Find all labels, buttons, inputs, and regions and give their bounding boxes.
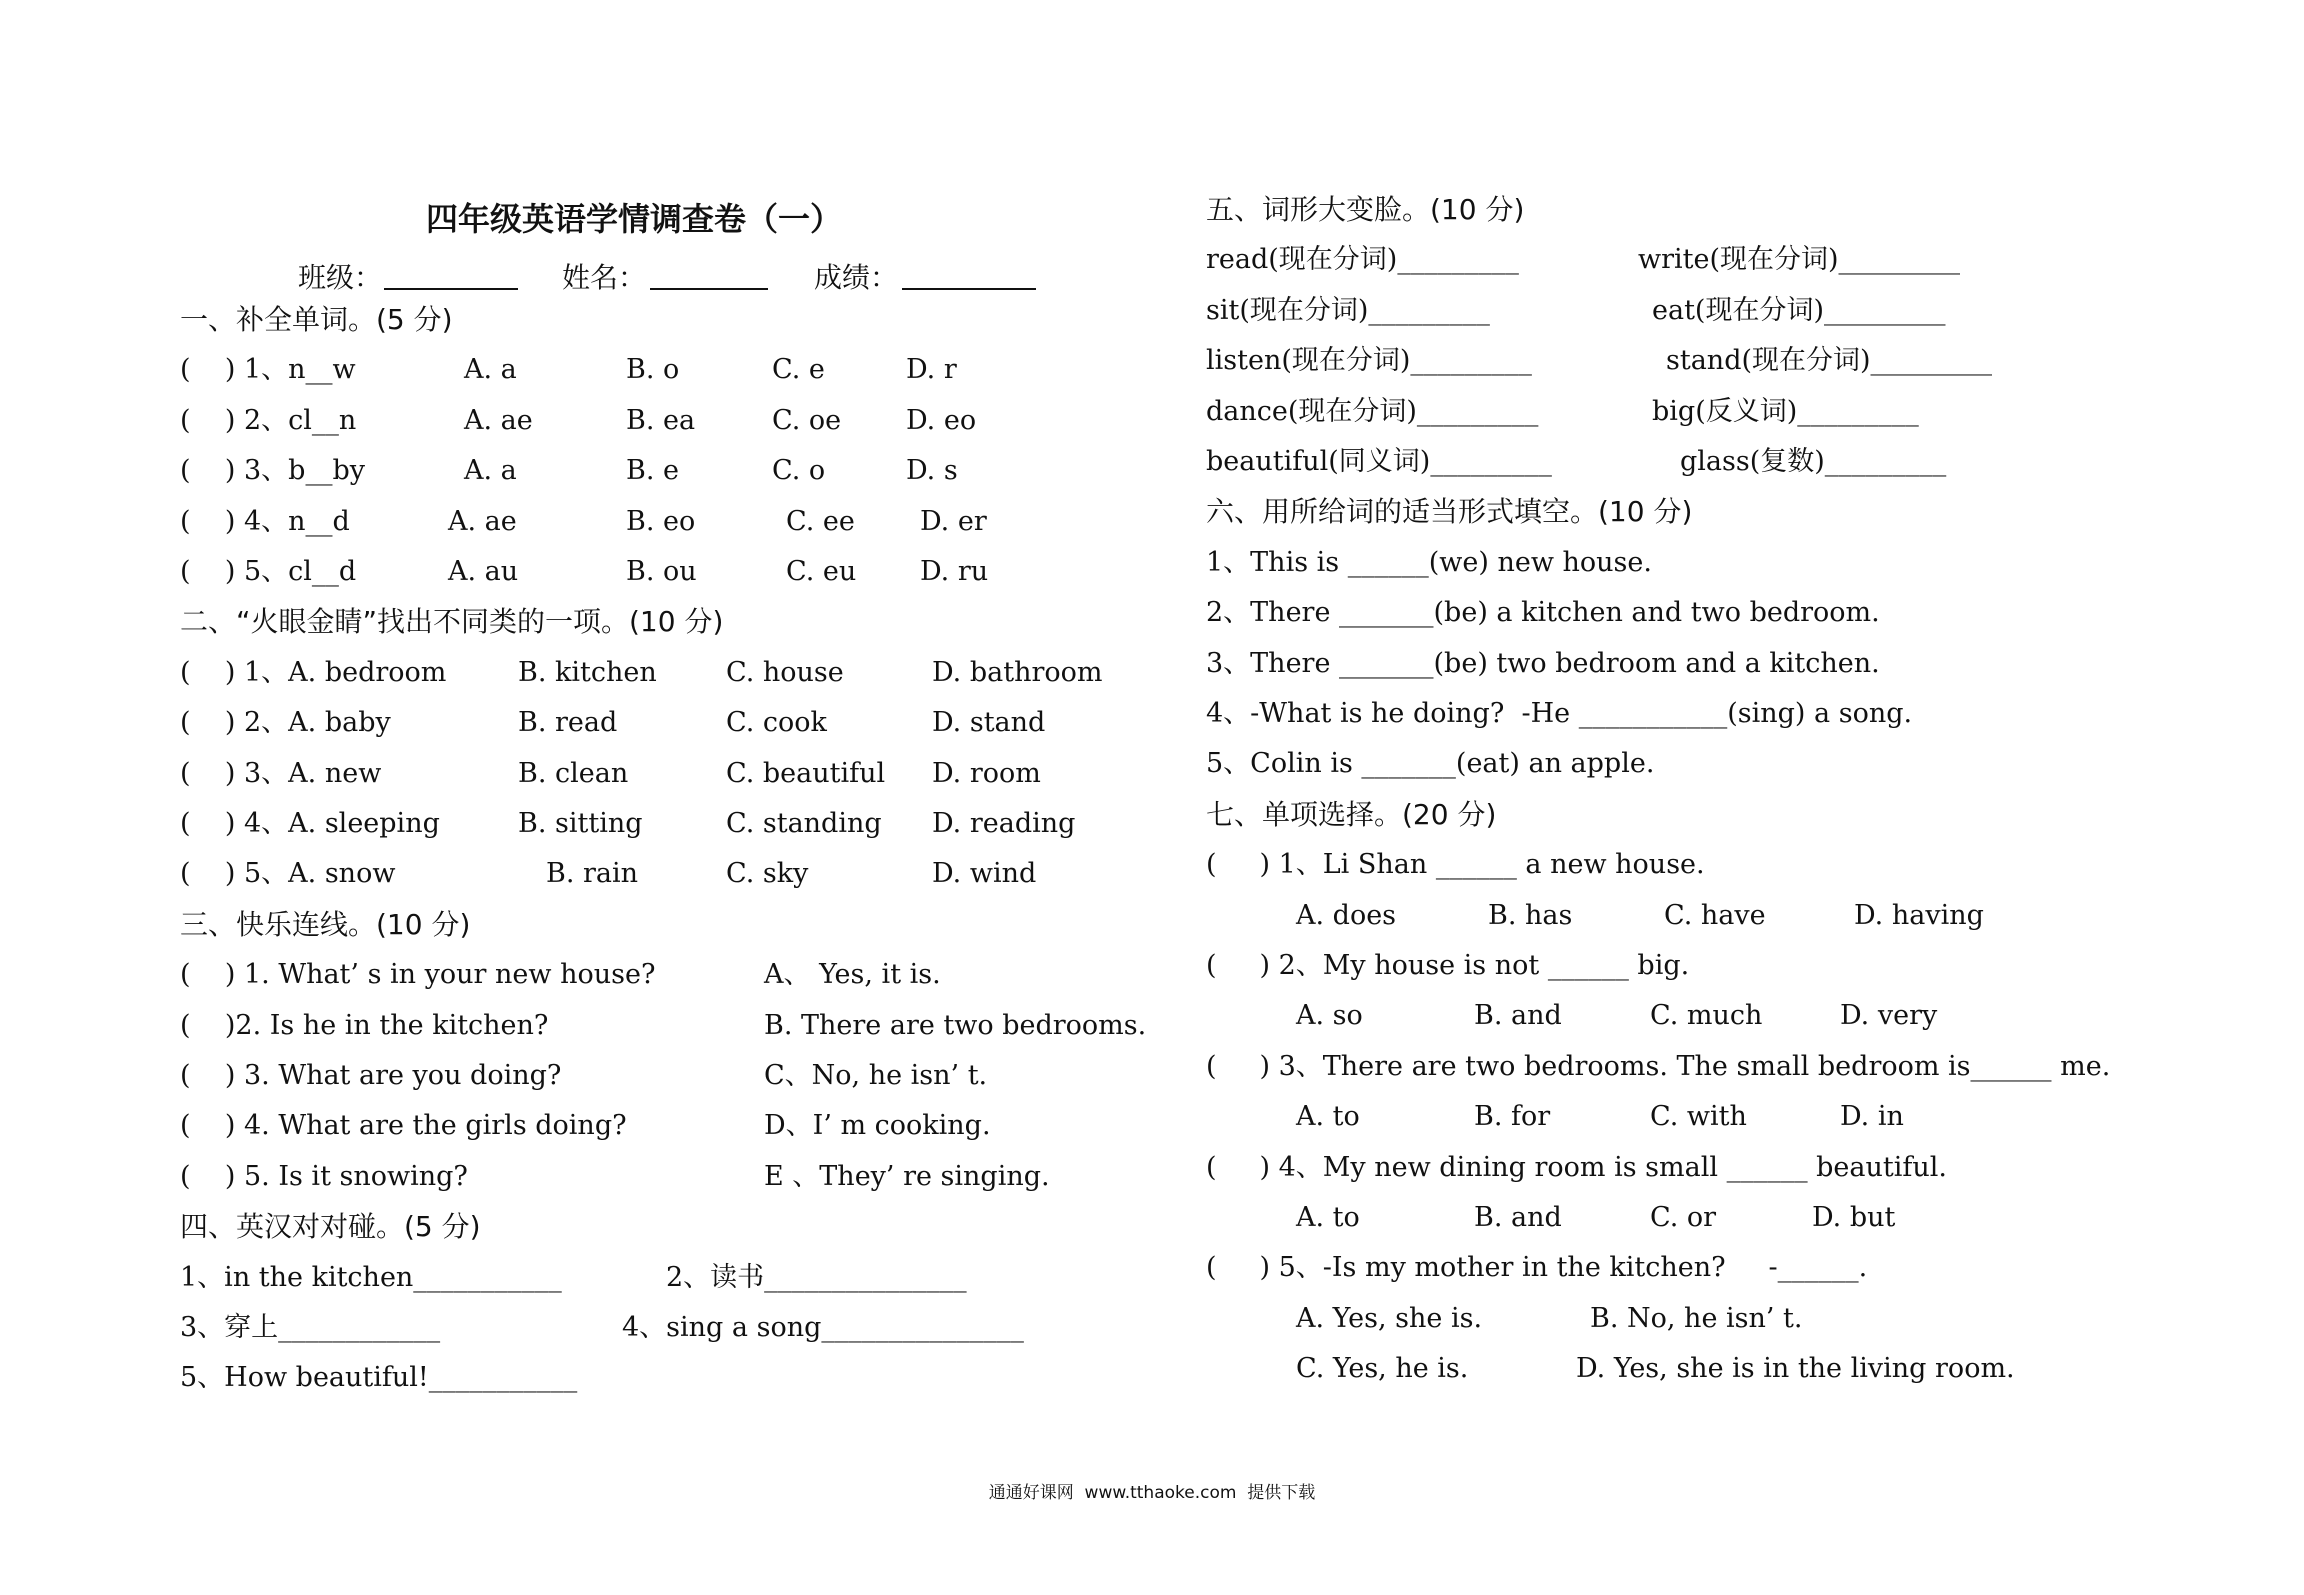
question-text: listen(现在分词)_________: [1206, 345, 1532, 377]
option-text: B. read: [518, 707, 618, 739]
section-heading: 三、快乐连线。(10 分): [180, 907, 471, 941]
option-text: eat(现在分词)_________: [1652, 294, 1946, 326]
question-text: ( ) 5、A. snow: [180, 858, 396, 890]
question-text: A. to: [1296, 1202, 1360, 1233]
option-text: A. a: [464, 354, 517, 386]
option-text: D. wind: [932, 858, 1037, 890]
option-text: B. ou: [626, 556, 697, 587]
option-text: A. ae: [448, 505, 517, 537]
question-text: ( ) 5、cl__d: [180, 556, 357, 587]
question-text: 5、Colin is _______(eat) an apple.: [1206, 748, 1655, 780]
option-text: A. au: [448, 556, 519, 587]
question-text: ( )2. Is he in the kitchen?: [180, 1009, 549, 1041]
option-text: stand(现在分词)_________: [1666, 345, 1993, 377]
name-label: 姓名：: [562, 261, 647, 294]
option-text: C. house: [726, 656, 844, 688]
option-text: A. ae: [464, 404, 533, 436]
option-text: C. ee: [786, 505, 855, 537]
question-text: sit(现在分词)_________: [1206, 294, 1490, 326]
question-text: ( ) 1、A. bedroom: [180, 656, 447, 688]
question-text: ( ) 5、-Is my mother in the kitchen? -______.: [1206, 1252, 1868, 1284]
option-text: B. and: [1474, 1202, 1562, 1233]
question-text: ( ) 4. What are the girls doing?: [180, 1110, 627, 1142]
question-text: beautiful(同义词)_________: [1206, 446, 1552, 477]
option-text: C. with: [1650, 1101, 1747, 1133]
option-text: C. standing: [726, 808, 882, 839]
option-text: D. r: [906, 354, 957, 386]
question-text: 5、How beautiful!___________: [180, 1362, 578, 1394]
option-text: write(现在分词)_________: [1638, 244, 1961, 276]
section-heading: 五、词形大变脸。(10 分): [1206, 193, 1525, 226]
option-text: E 、They’ re singing.: [764, 1160, 1050, 1192]
option-text: D. bathroom: [932, 656, 1103, 688]
question-text: A. so: [1296, 1000, 1363, 1032]
question-text: 1、This is ______(we) new house.: [1206, 546, 1652, 578]
question-text: ( ) 5. Is it snowing?: [180, 1160, 468, 1192]
question-text: ( ) 1、n__w: [180, 354, 356, 386]
option-text: C. or: [1650, 1202, 1717, 1233]
question-text: ( ) 3、There are two bedrooms. The small bedroom is______ me.: [1206, 1050, 2111, 1082]
question-text: dance(现在分词)_________: [1206, 395, 1539, 427]
option-text: D. s: [906, 455, 958, 487]
question-text: 2、There _______(be) a kitchen and two bedroom.: [1206, 597, 1880, 629]
option-text: B. e: [626, 455, 679, 487]
option-text: C. e: [772, 354, 825, 386]
score-label: 成绩：: [814, 261, 899, 294]
option-text: C. eu: [786, 556, 857, 587]
option-text: B. and: [1474, 1000, 1562, 1032]
option-text: C. oe: [772, 404, 842, 436]
option-text: C. cook: [726, 707, 827, 739]
question-text: 3、There _______(be) two bedroom and a kitchen.: [1206, 647, 1880, 679]
question-text: ( ) 2、My house is not ______ big.: [1206, 950, 1690, 981]
option-text: D. eo: [906, 404, 977, 436]
option-text: C. much: [1650, 1000, 1763, 1032]
option-text: D. Yes, she is in the living room.: [1576, 1353, 2015, 1385]
class-label: 班级：: [298, 261, 383, 294]
option-text: B. rain: [546, 858, 639, 890]
option-text: D. reading: [932, 808, 1076, 839]
option-text: A、 Yes, it is.: [764, 959, 941, 991]
section-heading: 六、用所给词的适当形式填空。(10 分): [1206, 495, 1693, 529]
question-text: ( ) 1. What’ s in your new house?: [180, 959, 656, 991]
question-text: 1、in the kitchen___________: [180, 1261, 562, 1293]
option-text: big(反义词)_________: [1652, 395, 1919, 427]
option-text: C. o: [772, 455, 826, 487]
option-text: B. eo: [626, 505, 696, 537]
option-text: C. sky: [726, 858, 809, 890]
question-text: ( ) 3、A. new: [180, 757, 382, 789]
question-text: C. Yes, he is.: [1296, 1353, 1469, 1385]
option-text: D. ru: [920, 556, 989, 587]
question-text: ( ) 4、A. sleeping: [180, 808, 440, 839]
option-text: D. stand: [932, 707, 1046, 739]
option-text: glass(复数)_________: [1680, 446, 1947, 477]
question-text: A. Yes, she is.: [1296, 1302, 1483, 1334]
option-text: B. kitchen: [518, 656, 657, 688]
section-heading: 二、“火眼金睛”找出不同类的一项。(10 分): [180, 605, 724, 639]
option-text: D. er: [920, 505, 987, 537]
option-text: 4、sing a song_______________: [622, 1312, 1024, 1343]
name-blank[interactable]: [650, 288, 768, 290]
question-text: ( ) 2、cl__n: [180, 404, 357, 436]
exam-title: 四年级英语学情调查卷（一）: [426, 200, 843, 238]
question-text: ( ) 3、b__by: [180, 455, 365, 487]
question-text: ( ) 4、n__d: [180, 505, 350, 537]
option-text: B. sitting: [518, 808, 643, 839]
option-text: 2、读书_______________: [666, 1261, 967, 1293]
option-text: D. having: [1854, 899, 1984, 931]
question-text: A. does: [1296, 899, 1397, 931]
question-text: read(现在分词)_________: [1206, 244, 1519, 276]
option-text: D、I’ m cooking.: [764, 1110, 991, 1142]
option-text: D. room: [932, 757, 1041, 789]
option-text: C. have: [1664, 899, 1766, 931]
option-text: C、No, he isn’ t.: [764, 1060, 988, 1091]
option-text: B. o: [626, 354, 680, 386]
question-text: 3、穿上____________: [180, 1312, 441, 1343]
option-text: C. beautiful: [726, 757, 886, 789]
question-text: ( ) 4、My new dining room is small ______ beautiful.: [1206, 1151, 1947, 1183]
option-text: B. has: [1488, 899, 1573, 931]
section-heading: 四、英汉对对碰。(5 分): [180, 1210, 481, 1244]
option-text: D. but: [1812, 1202, 1896, 1233]
option-text: D. in: [1840, 1101, 1904, 1133]
footer-credit: 通通好课网 www.tthaoke.com 提供下载: [988, 1483, 1316, 1503]
question-text: ( ) 3. What are you doing?: [180, 1060, 562, 1091]
option-text: A. a: [464, 455, 517, 487]
question-text: ( ) 1、Li Shan ______ a new house.: [1206, 849, 1705, 881]
score-blank[interactable]: [902, 288, 1036, 290]
section-heading: 七、单项选择。(20 分): [1206, 797, 1497, 831]
question-text: ( ) 2、A. baby: [180, 707, 391, 739]
option-text: D. very: [1840, 1000, 1938, 1032]
section-heading: 一、补全单词。(5 分): [180, 303, 453, 336]
option-text: B. clean: [518, 757, 629, 789]
class-blank[interactable]: [384, 288, 518, 290]
option-text: B. No, he isn’ t.: [1590, 1302, 1803, 1334]
option-text: B. ea: [626, 404, 696, 436]
question-text: 4、-What is he doing? -He ___________(sing) a song.: [1206, 698, 1913, 729]
option-text: B. for: [1474, 1101, 1551, 1133]
option-text: B. There are two bedrooms.: [764, 1009, 1147, 1041]
question-text: A. to: [1296, 1101, 1360, 1133]
